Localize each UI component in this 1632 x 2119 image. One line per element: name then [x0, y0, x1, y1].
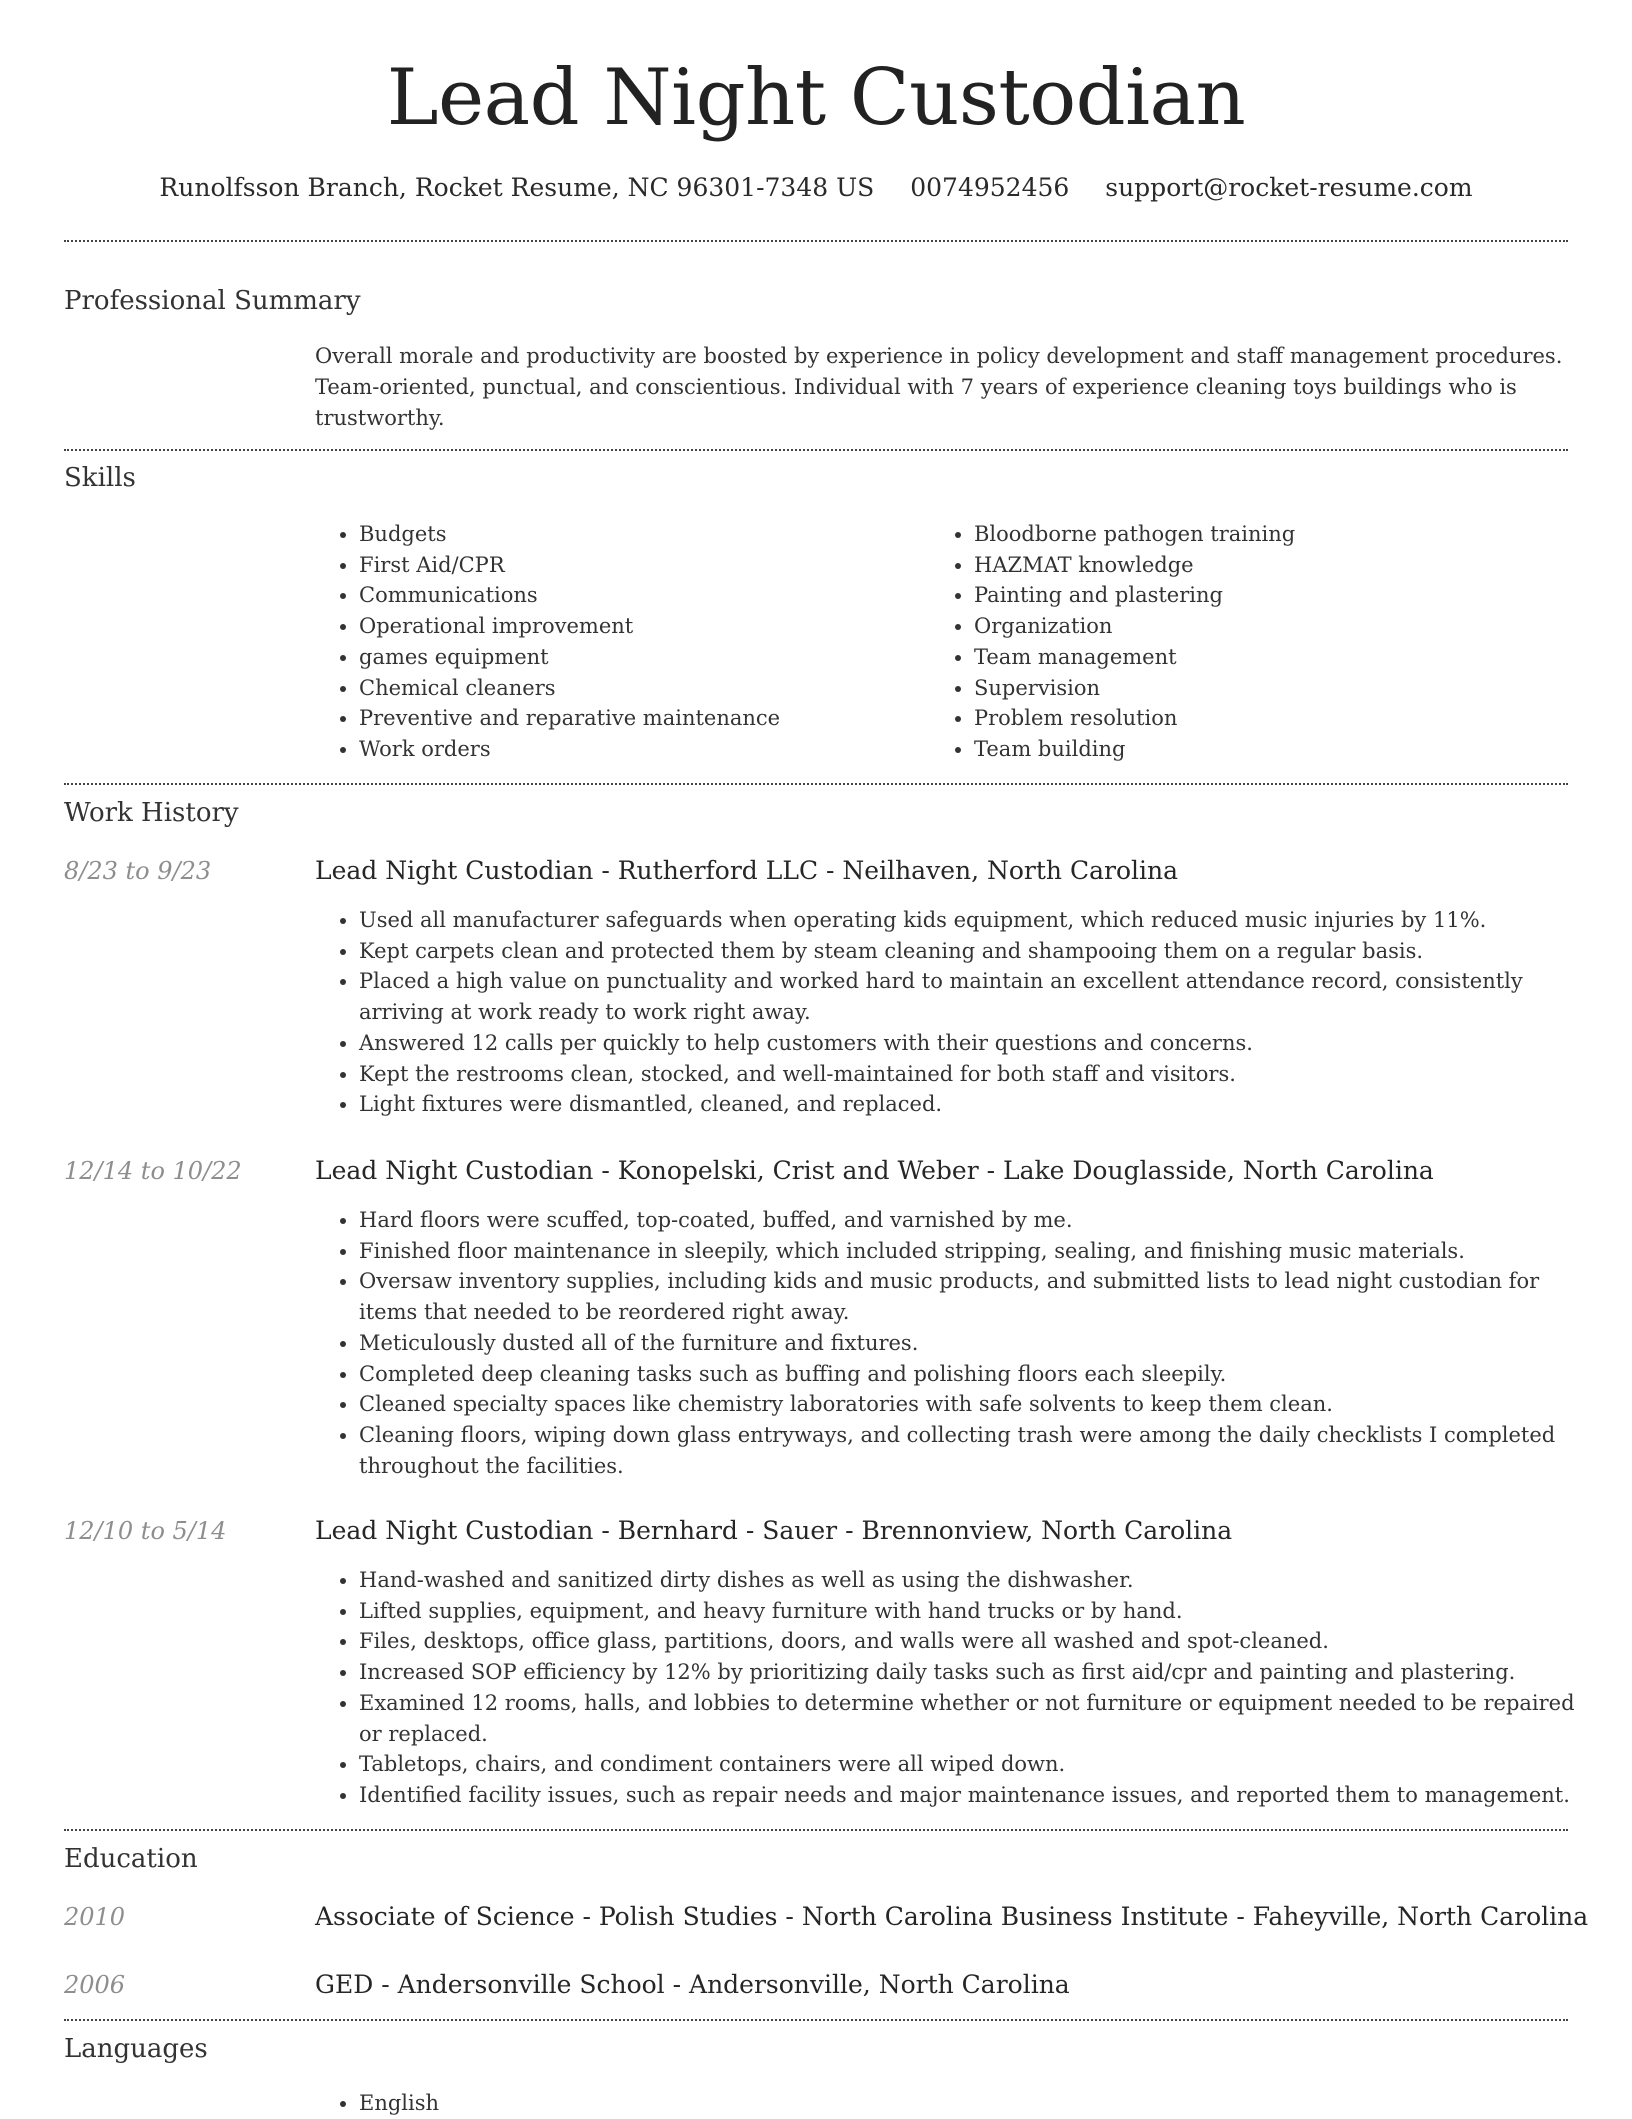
section-title-skills: Skills: [64, 463, 136, 493]
skill-item: • Problem resolution: [974, 703, 1574, 734]
job-bullet: • Increased SOP efficiency by 12% by prioritizing daily tasks such as first aid/cpr and painting and plastering.: [359, 1657, 1594, 1688]
job-bullet: • Examined 12 rooms, halls, and lobbies to determine whether or not furniture or equipment needed to be repaired or replaced.: [359, 1688, 1594, 1749]
education-year: 2010: [64, 1903, 126, 1931]
skills-list-left: [315, 519, 919, 765]
languages-list: [315, 2088, 959, 2119]
job-bullet: • Kept carpets clean and protected them by steam cleaning and shampooing them on a regular basis.: [359, 936, 1594, 967]
job-bullet: • Finished floor maintenance in sleepily, which included stripping, sealing, and finishing music materials.: [359, 1236, 1594, 1267]
job-title: Lead Night Custodian - Rutherford LLC - Neilhaven, North Carolina: [315, 856, 1179, 885]
job-bullet: • Kept the restrooms clean, stocked, and well-maintained for both staff and visitors.: [359, 1059, 1594, 1090]
skill-item: • Communications: [359, 580, 919, 611]
skill-item: • Work orders: [359, 734, 919, 765]
job-bullets: [315, 905, 1594, 1120]
section-title-education: Education: [64, 1844, 198, 1874]
section-divider: [64, 1829, 1568, 1831]
contact-address: Runolfsson Branch, Rocket Resume, NC 96301-7348 US: [159, 173, 875, 202]
skill-item: • Team building: [974, 734, 1574, 765]
job-bullet: • Meticulously dusted all of the furniture and fixtures.: [359, 1328, 1594, 1359]
section-title-languages: Languages: [64, 2034, 208, 2064]
job-bullet: • Lifted supplies, equipment, and heavy furniture with hand trucks or by hand.: [359, 1596, 1594, 1627]
section-title-summary: Professional Summary: [64, 286, 361, 316]
contact-line: [0, 170, 1632, 206]
job-bullets: [315, 1205, 1594, 1481]
job-bullet: • Used all manufacturer safeguards when operating kids equipment, which reduced music injuries by 11%.: [359, 905, 1594, 936]
resume-name: Lead Night Custodian: [386, 53, 1246, 143]
job-bullet: • Placed a high value on punctuality and worked hard to maintain an excellent attendance record, consistently arriving at work ready to work right away.: [359, 966, 1594, 1027]
skill-item: • Organization: [974, 611, 1574, 642]
contact-email[interactable]: support@rocket-resume.com: [1105, 173, 1473, 202]
skill-item: • First Aid/CPR: [359, 550, 919, 581]
job-bullets: [315, 1565, 1594, 1811]
contact-phone: 0074952456: [910, 173, 1070, 202]
skill-item: • Team management: [974, 642, 1574, 673]
section-divider: [64, 2019, 1568, 2021]
skill-item: • HAZMAT knowledge: [974, 550, 1574, 581]
education-entry: Associate of Science - Polish Studies - North Carolina Business Institute - Faheyville, North Carolina: [315, 1902, 1589, 1931]
job-dates: 12/14 to 10/22: [64, 1157, 242, 1185]
job-bullet: • Hand-washed and sanitized dirty dishes as well as using the dishwasher.: [359, 1565, 1594, 1596]
job-bullet: • Completed deep cleaning tasks such as buffing and polishing floors each sleepily.: [359, 1359, 1594, 1390]
summary-text: Overall morale and productivity are boosted by experience in policy development and staff management procedures. Team-oriented, punctual, and conscientious. Individual with 7 years of experience cleaning toys buildings who is trustworthy.: [315, 344, 1563, 430]
job-title: Lead Night Custodian - Konopelski, Crist and Weber - Lake Douglasside, North Carolina: [315, 1156, 1434, 1185]
section-divider: [64, 449, 1568, 451]
job-bullet: • Cleaned specialty spaces like chemistry laboratories with safe solvents to keep them clean.: [359, 1389, 1594, 1420]
section-divider: [64, 240, 1568, 242]
education-entry: GED - Andersonville School - Andersonville, North Carolina: [315, 1970, 1070, 1999]
skill-item: • Budgets: [359, 519, 919, 550]
skill-item: • Operational improvement: [359, 611, 919, 642]
job-bullet: • Oversaw inventory supplies, including kids and music products, and submitted lists to lead night custodian for items that needed to be reordered right away.: [359, 1266, 1594, 1327]
skills-list-right: [930, 519, 1574, 765]
job-title: Lead Night Custodian - Bernhard - Sauer - Brennonview, North Carolina: [315, 1516, 1233, 1545]
education-year: 2006: [64, 1971, 126, 1999]
section-title-work: Work History: [64, 798, 239, 828]
job-bullet: • Light fixtures were dismantled, cleaned, and replaced.: [359, 1089, 1594, 1120]
job-bullet: • Tabletops, chairs, and condiment containers were all wiped down.: [359, 1749, 1594, 1780]
skill-item: • Bloodborne pathogen training: [974, 519, 1574, 550]
skill-item: • Preventive and reparative maintenance: [359, 703, 919, 734]
skill-item: • Painting and plastering: [974, 580, 1574, 611]
job-bullet: • Hard floors were scuffed, top-coated, buffed, and varnished by me.: [359, 1205, 1594, 1236]
job-dates: 8/23 to 9/23: [64, 857, 212, 885]
skill-item: • Chemical cleaners: [359, 673, 919, 704]
skill-item: • Supervision: [974, 673, 1574, 704]
job-bullet: • Files, desktops, office glass, partitions, doors, and walls were all washed and spot-cleaned.: [359, 1626, 1594, 1657]
job-bullet: • Answered 12 calls per quickly to help customers with their questions and concerns.: [359, 1028, 1594, 1059]
job-bullet: • Identified facility issues, such as repair needs and major maintenance issues, and reported them to management.: [359, 1780, 1594, 1811]
language-item: • English: [359, 2088, 959, 2119]
skill-item: • games equipment: [359, 642, 919, 673]
job-bullet: • Cleaning floors, wiping down glass entryways, and collecting trash were among the daily checklists I completed throughout the facilities.: [359, 1420, 1594, 1481]
job-dates: 12/10 to 5/14: [64, 1517, 227, 1545]
section-divider: [64, 783, 1568, 785]
